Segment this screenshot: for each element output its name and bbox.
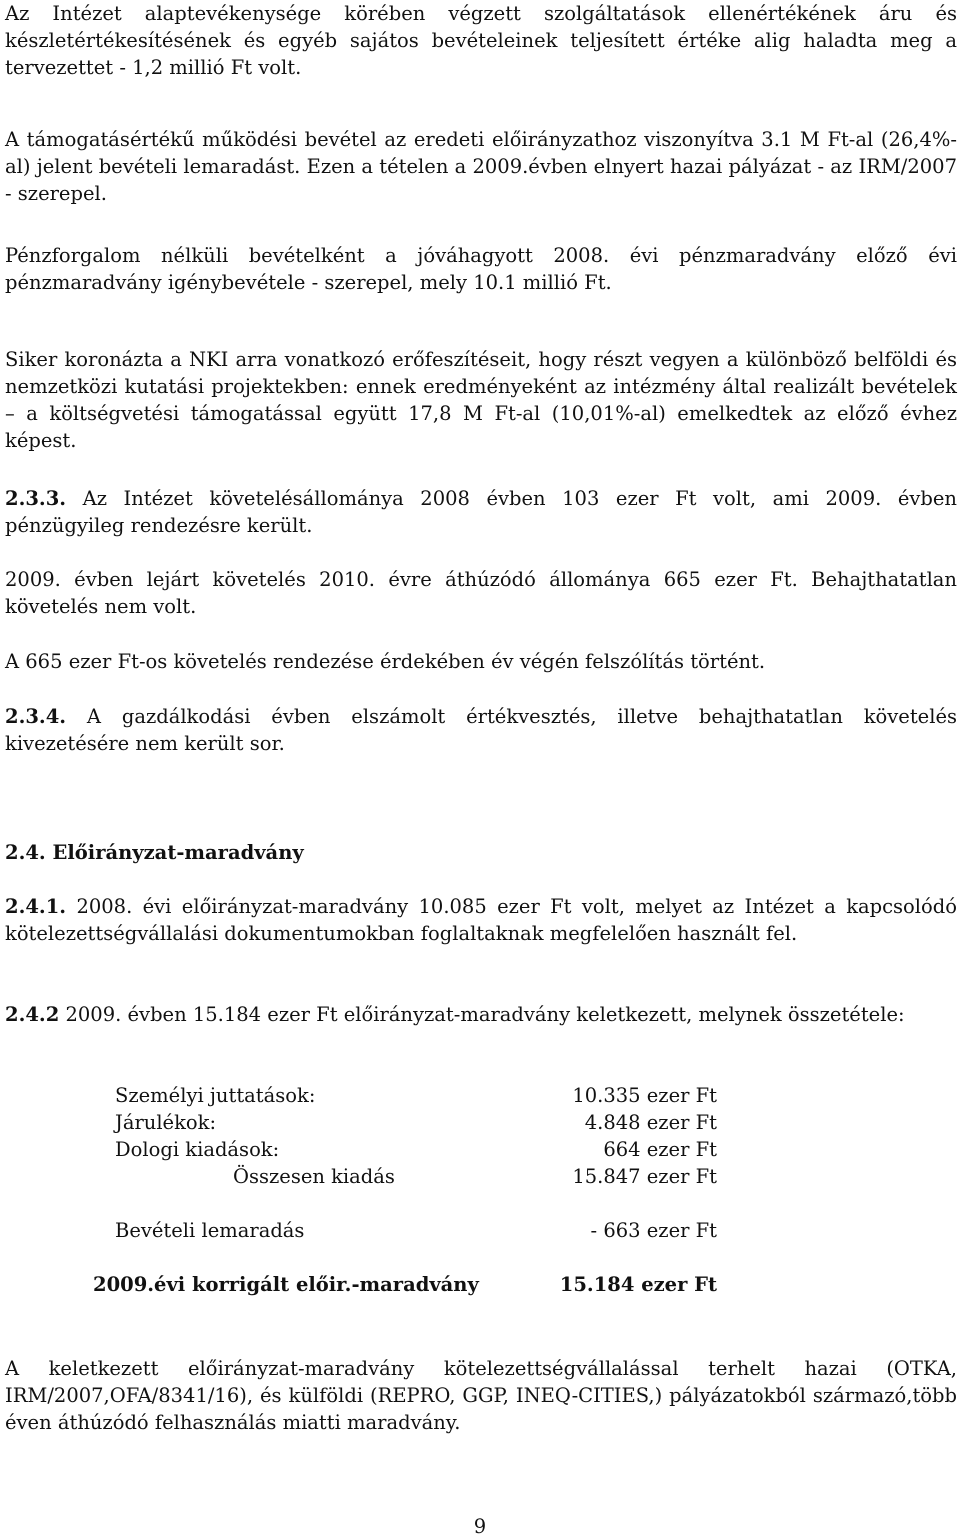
- corrected-residual-label: 2009.évi korrigált előir.-maradvány: [93, 1273, 479, 1296]
- paragraph-2008-residual: [5, 893, 957, 947]
- breakdown-total-label: Összesen kiadás: [233, 1165, 395, 1188]
- paragraph-receivables-text: Az Intézet követelésállománya 2008 évben 103 ezer Ft volt, ami 2009. évben pénzügyileg rendezésre került.: [5, 487, 957, 537]
- breakdown-value: 4.848 ezer Ft: [584, 1111, 717, 1134]
- paragraph-support-revenue: A támogatásértékű működési bevétel az eredeti előirányzathoz viszonyítva 3.1 M Ft-al (26,4%-al) jelent bevételi lemaradást. Ezen a tételen a 2009.évben elnyert hazai pályázat - az IRM/2007 - szerepel.: [5, 128, 957, 205]
- paragraph-non-cash-revenue: Pénzforgalom nélküli bevételként a jóváhagyott 2008. évi pénzmaradvány előző évi pénzmaradvány igénybevétele - szerepel, mely 10.1 millió Ft.: [5, 244, 957, 294]
- breakdown-value: 10.335 ezer Ft: [572, 1084, 717, 1107]
- paragraph-projects-success: Siker koronázta a NKI arra vonatkozó erőfeszítéseit, hogy részt vegyen a különböző belföldi és nemzetközi kutatási projektekben: ennek eredményeként az intézmény által realizált bevételek – a költségvetési támogatással együtt 17,8 M Ft-al (10,01%-al) emelkedtek az előző évhez képest.: [5, 348, 957, 452]
- breakdown-label: Személyi juttatások:: [115, 1084, 316, 1107]
- breakdown-label: Dologi kiadások:: [115, 1138, 280, 1161]
- section-number-2-4-2: 2.4.2: [5, 1003, 60, 1026]
- paragraph-collection-notice: A 665 ezer Ft-os követelés rendezése érdekében év végén felszólítás történt.: [5, 650, 766, 673]
- section-number-2-3-4: 2.3.4.: [5, 705, 67, 728]
- paragraph-overdue-receivables: 2009. évben lejárt követelés 2010. évre áthúzódó állománya 665 ezer Ft. Behajthatatlan követelés nem volt.: [5, 568, 957, 618]
- paragraph-receivables: [5, 485, 957, 539]
- page-number: 9: [473, 1515, 487, 1538]
- paragraph-2009-residual-text: 2009. évben 15.184 ezer Ft előirányzat-maradvány keletkezett, melynek összetétele:: [59, 1003, 905, 1026]
- corrected-residual-value: 15.184 ezer Ft: [559, 1273, 717, 1296]
- section-number-2-3-3: 2.3.3.: [5, 487, 67, 510]
- paragraph-2009-residual: [5, 1001, 957, 1028]
- paragraph-revenue-services: Az Intézet alaptevékenysége körében végzett szolgáltatások ellenértékének áru és készletértékesítésének és egyéb sajátos bevételeinek teljesített értéke alig haladta meg a tervezettet - 1,2 millió Ft volt.: [5, 2, 957, 79]
- breakdown-total-value: 15.847 ezer Ft: [572, 1165, 717, 1188]
- breakdown-label: Bevételi lemaradás: [115, 1219, 305, 1242]
- paragraph-residual-explanation: A keletkezett előirányzat-maradvány kötelezettségvállalással terhelt hazai (OTKA, IRM/2007,OFA/8341/16), és külföldi (REPRO, GGP, INEQ-CITIES,) pályázatokból származó,több éven áthúzódó felhasználás miatti maradvány.: [5, 1357, 957, 1434]
- breakdown-label: Járulékok:: [115, 1111, 217, 1134]
- breakdown-value: 664 ezer Ft: [603, 1138, 717, 1161]
- section-number-2-4-1: 2.4.1.: [5, 895, 67, 918]
- paragraph-impairment: [5, 703, 957, 757]
- paragraph-impairment-text: A gazdálkodási évben elszámolt értékvesztés, illetve behajthatatlan követelés kivezetésére nem került sor.: [5, 705, 957, 755]
- paragraph-2008-residual-text: 2008. évi előirányzat-maradvány 10.085 ezer Ft volt, melyet az Intézet a kapcsolódó kötelezettségvállalási dokumentumokban foglaltaknak megfelelően használt fel.: [5, 895, 957, 945]
- section-heading-2-4: 2.4. Előirányzat-maradvány: [5, 841, 304, 864]
- breakdown-value: - 663 ezer Ft: [590, 1219, 717, 1242]
